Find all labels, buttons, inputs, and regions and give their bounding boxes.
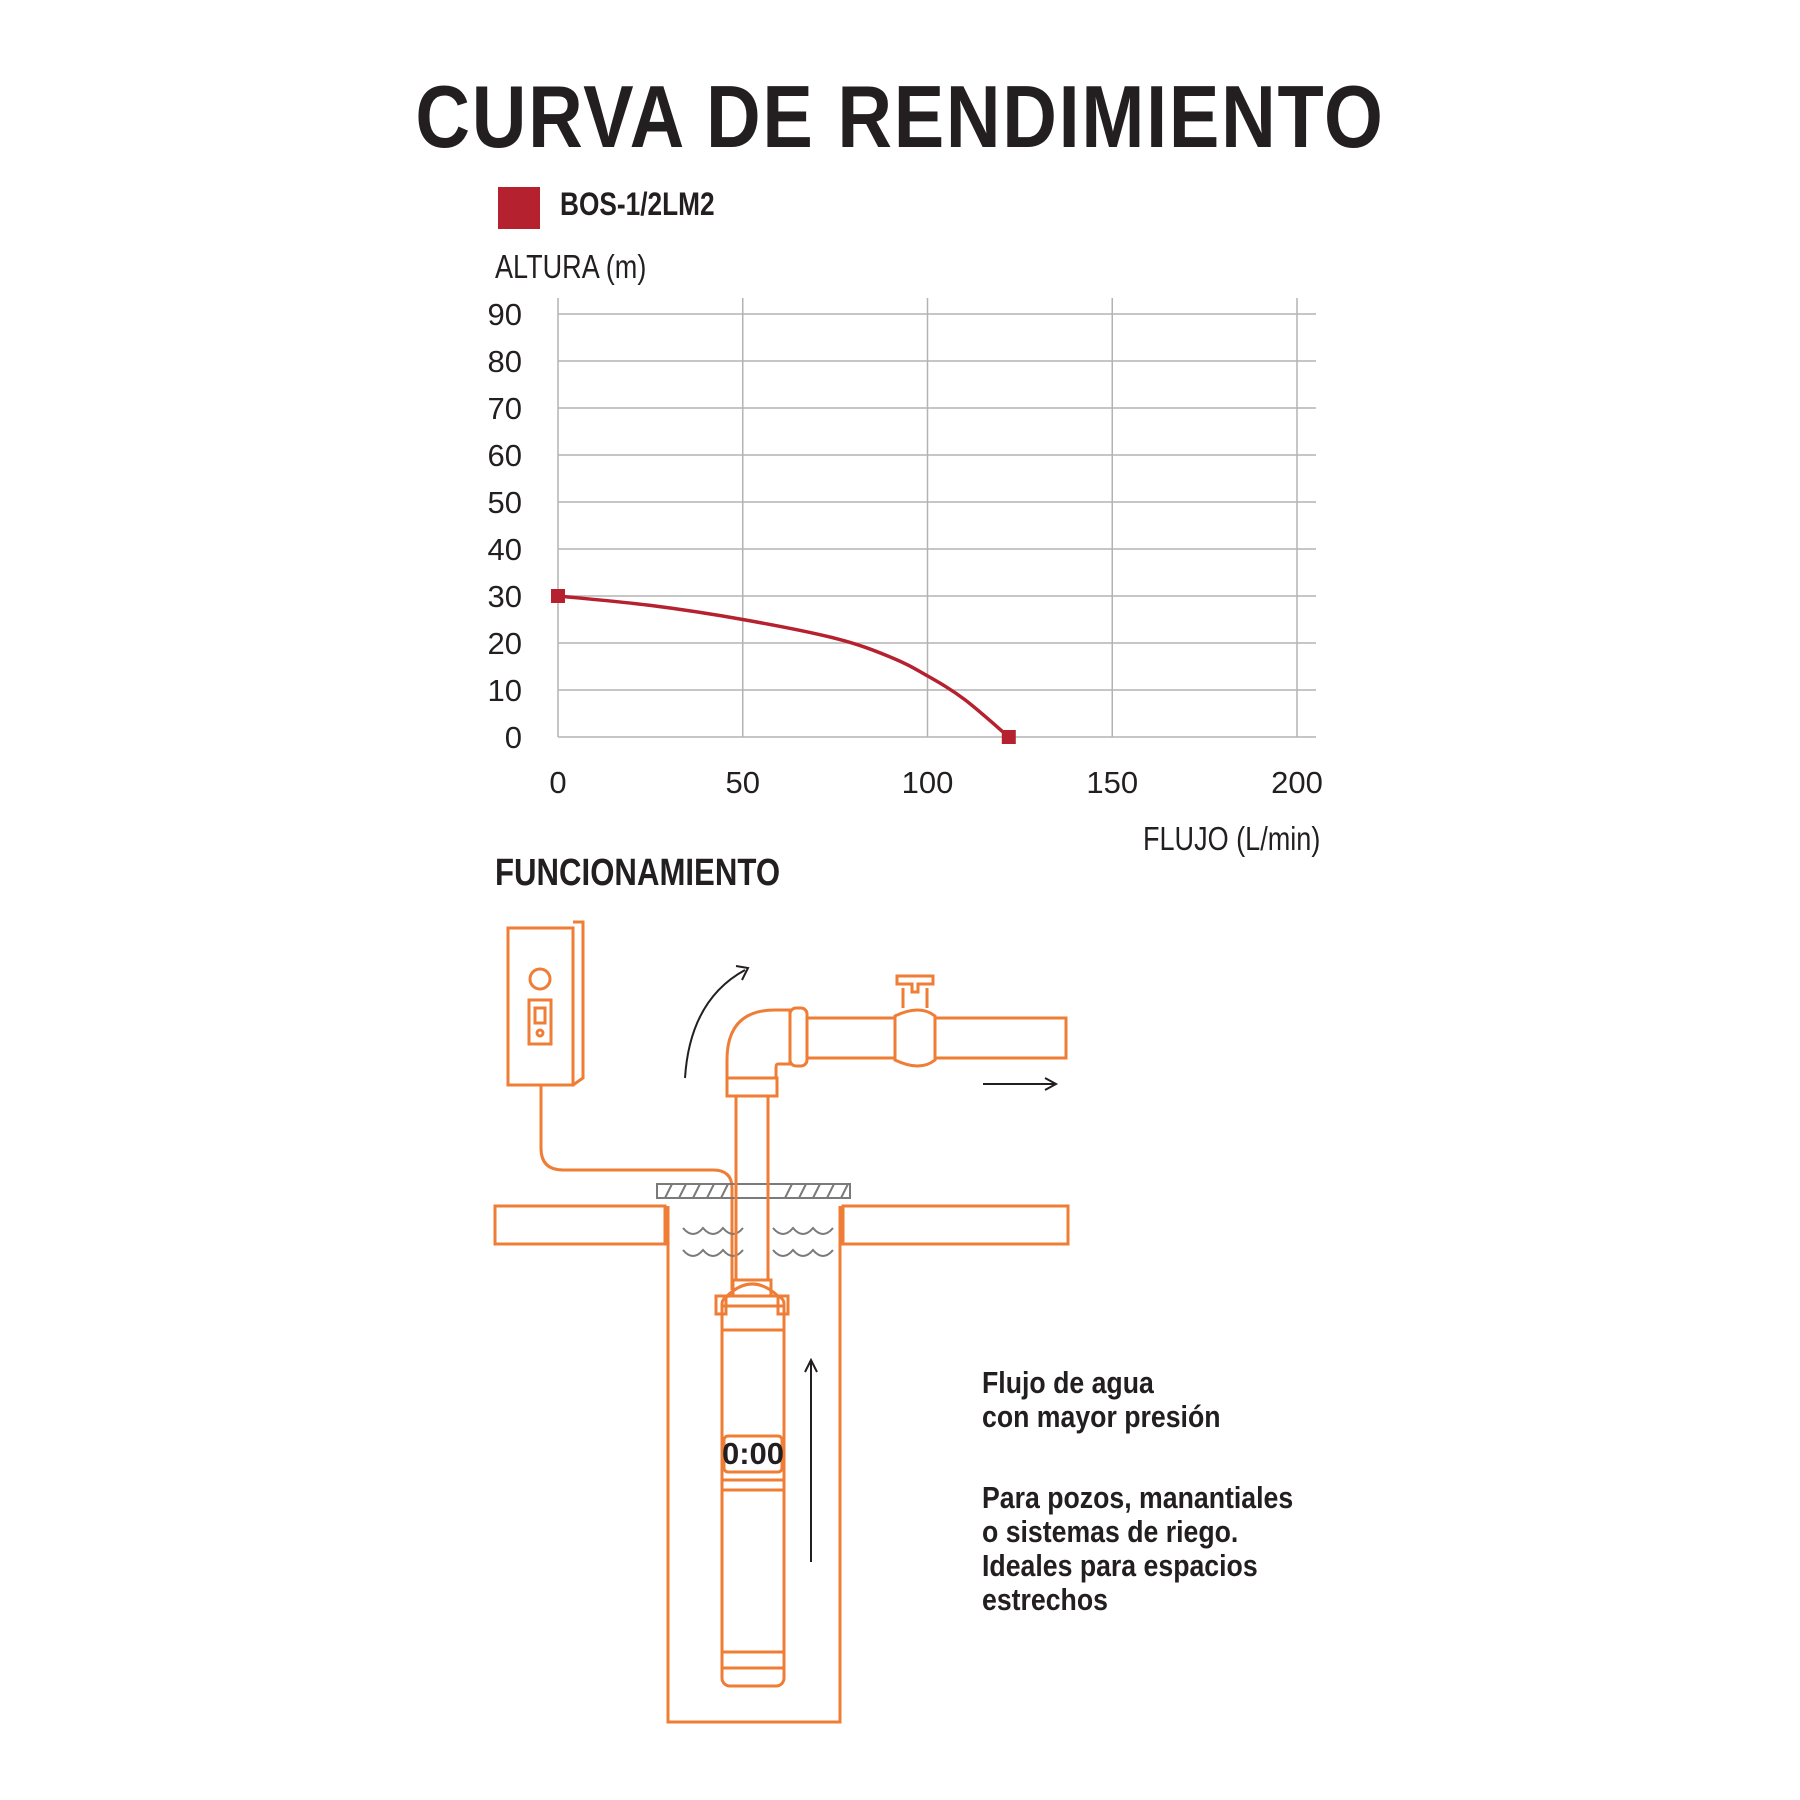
chart-grid	[558, 298, 1316, 737]
y-tick-label: 10	[487, 673, 522, 708]
note-usage: Para pozos, manantiales o sistemas de riego. Ideales para espacios estrechos	[982, 1480, 1294, 1617]
y-axis-label: ALTURA (m)	[495, 248, 647, 285]
water-waves	[683, 1228, 833, 1256]
note-pressure: Flujo de agua con mayor presión	[982, 1365, 1221, 1434]
valve	[895, 976, 935, 1066]
x-axis-label: FLUJO (L/min)	[1142, 820, 1320, 857]
pump-label: 0:00	[721, 1436, 785, 1471]
y-tick-label: 50	[487, 485, 522, 520]
y-tick-label: 70	[487, 391, 522, 426]
horizontal-pipe	[807, 1018, 895, 1058]
ground-right	[843, 1206, 1068, 1244]
y-tick-label: 0	[504, 720, 522, 755]
series-point	[1002, 730, 1016, 744]
section-title: FUNCIONAMIENTO	[495, 852, 781, 894]
y-tick-label: 60	[487, 438, 522, 473]
series-markers	[551, 589, 1016, 744]
y-tick-label: 40	[487, 532, 522, 567]
legend-label: BOS-1/2LM2	[560, 186, 715, 222]
x-tick-label: 100	[901, 765, 954, 800]
chart-title: CURVA DE RENDIMIENTO	[415, 67, 1385, 166]
ground-left	[495, 1206, 665, 1244]
y-tick-label: 30	[487, 579, 522, 614]
y-tick-label: 90	[487, 297, 522, 332]
power-cable	[541, 1085, 732, 1290]
submersible-pump	[716, 1280, 788, 1686]
x-tick-label: 200	[1271, 765, 1323, 800]
series-point	[551, 589, 565, 603]
y-tick-label: 80	[487, 344, 522, 379]
control-box	[508, 922, 583, 1085]
pipe-elbow	[727, 1010, 790, 1078]
x-tick-label: 0	[549, 765, 567, 800]
well-cap	[657, 1184, 850, 1198]
x-tick-label: 50	[725, 765, 760, 800]
x-tick-label: 150	[1086, 765, 1139, 800]
y-tick-label: 20	[487, 626, 522, 661]
series-line-bos	[558, 596, 1009, 737]
